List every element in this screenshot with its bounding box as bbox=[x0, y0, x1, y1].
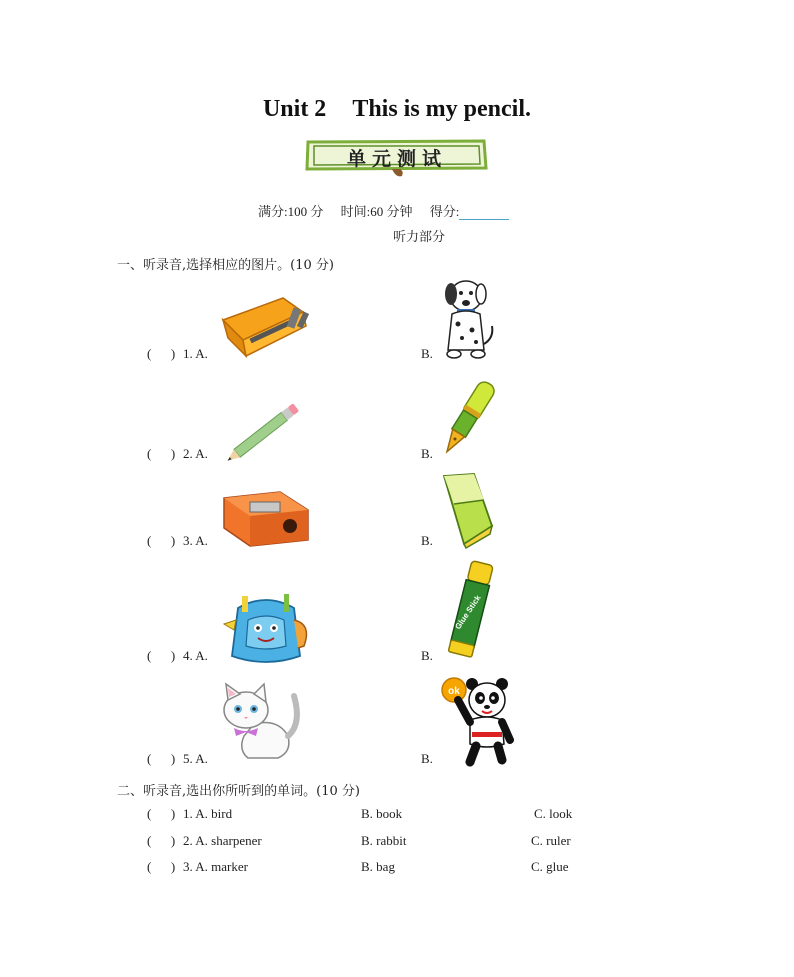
option-b-label: B. bbox=[421, 446, 433, 461]
word-question-row bbox=[147, 833, 262, 849]
time-limit: 时间:60 分钟 bbox=[340, 204, 413, 219]
option-b: B. bag bbox=[361, 859, 395, 874]
title-text: This is my pencil. bbox=[352, 96, 532, 122]
eraser-icon bbox=[440, 472, 494, 548]
answer-blank[interactable]: ( ) bbox=[147, 533, 176, 548]
option-b: B. rabbit bbox=[361, 833, 407, 848]
sharpener-icon bbox=[220, 488, 310, 548]
score-line bbox=[258, 201, 523, 220]
option-a: 1. A. bird bbox=[183, 806, 233, 821]
option-b-label: B. bbox=[421, 533, 433, 548]
full-marks: 满分:100 分 bbox=[258, 204, 324, 219]
option-c: C. ruler bbox=[531, 833, 571, 848]
option-c: C. look bbox=[534, 806, 573, 821]
option-b: B. book bbox=[361, 806, 403, 821]
fountain-pen-icon bbox=[440, 378, 496, 462]
question-row bbox=[147, 648, 208, 664]
option-a-label: 3. A. bbox=[183, 533, 208, 548]
option-c: C. glue bbox=[531, 859, 569, 874]
answer-blank[interactable]: ( ) bbox=[147, 833, 176, 848]
question-row bbox=[147, 346, 208, 362]
option-a-label: 4. A. bbox=[183, 648, 208, 663]
option-a-label: 5. A. bbox=[183, 751, 208, 766]
option-a: 2. A. sharpener bbox=[183, 833, 262, 848]
answer-blank[interactable]: ( ) bbox=[147, 346, 176, 361]
option-a-label: 1. A. bbox=[183, 346, 208, 361]
question-row bbox=[147, 533, 208, 549]
option-a-label: 2. A. bbox=[183, 446, 208, 461]
answer-blank[interactable]: ( ) bbox=[147, 859, 176, 874]
option-a: 3. A. marker bbox=[183, 859, 248, 874]
answer-blank[interactable]: ( ) bbox=[147, 806, 176, 821]
section2-heading: 二、听录音,选出你所听到的单词。(10 分) bbox=[117, 784, 360, 799]
panda-sign-text: ok bbox=[448, 686, 460, 697]
panda-icon bbox=[440, 672, 512, 768]
option-b-label: B. bbox=[421, 346, 433, 361]
part-label: 听力部分 bbox=[393, 230, 446, 245]
section1-heading: 一、听录音,选择相应的图片。(10 分) bbox=[117, 258, 334, 273]
option-b-label: B. bbox=[421, 648, 433, 663]
score-label: 得分: bbox=[429, 204, 460, 219]
answer-blank[interactable]: ( ) bbox=[147, 648, 176, 663]
question-row bbox=[147, 446, 208, 462]
answer-blank[interactable]: ( ) bbox=[147, 751, 176, 766]
banner-title: 单元测试 bbox=[346, 148, 447, 170]
option-b-label: B. bbox=[421, 751, 433, 766]
page-title bbox=[0, 96, 794, 123]
score-blank[interactable] bbox=[459, 207, 509, 220]
word-question-row bbox=[147, 859, 248, 875]
glue-stick-label: Glue Stick bbox=[453, 593, 483, 631]
pencil-icon bbox=[218, 402, 308, 464]
question-row bbox=[147, 751, 208, 767]
pencil-case-icon bbox=[218, 290, 318, 360]
glue-stick-icon bbox=[442, 560, 502, 660]
answer-blank[interactable]: ( ) bbox=[147, 446, 176, 461]
word-question-row bbox=[147, 806, 232, 822]
unit-label: Unit 2 bbox=[262, 96, 327, 122]
schoolbag-icon bbox=[220, 590, 312, 666]
cat-icon bbox=[218, 684, 302, 764]
dalmatian-dog-icon bbox=[440, 278, 500, 362]
